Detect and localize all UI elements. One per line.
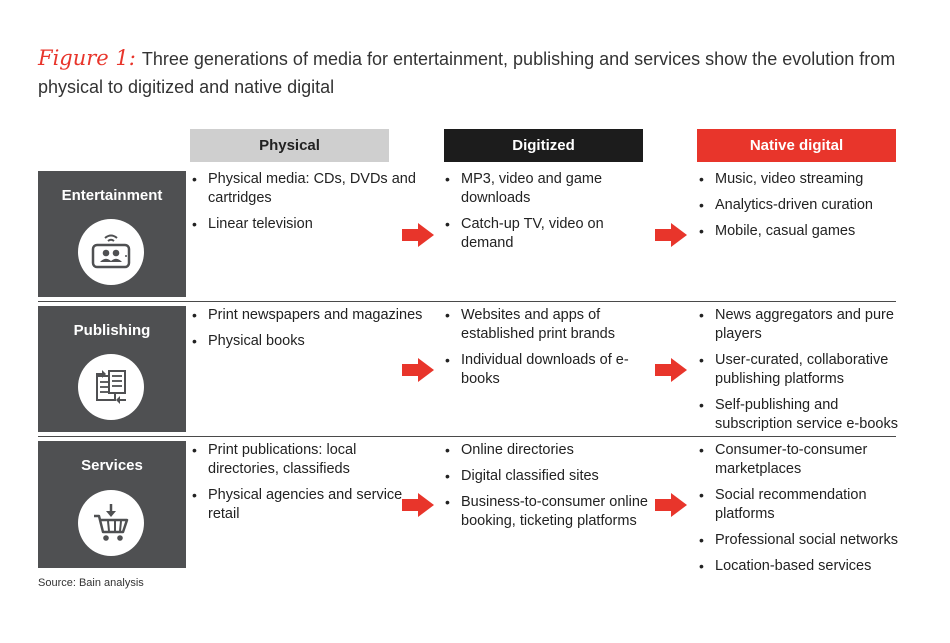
source-note: Source: Bain analysis	[38, 577, 144, 589]
figure-label: Figure 1:	[38, 46, 136, 70]
arrow-right-icon	[402, 493, 434, 517]
list-item: • Business-to-consumer online booking, ticketing platforms	[443, 493, 648, 531]
list-item: • Linear television	[190, 215, 430, 234]
list-item: • Social recommendation platforms	[697, 486, 907, 524]
list-item: • Online directories	[443, 441, 648, 460]
figure-title	[38, 44, 918, 101]
list-item: • Individual downloads of e-books	[443, 351, 648, 389]
arrow-right-icon	[402, 223, 434, 247]
cell-publishing-physical	[190, 306, 430, 358]
cell-publishing-digitized	[443, 306, 648, 396]
cell-services-physical	[190, 441, 430, 531]
list-item: • Print newspapers and magazines	[190, 306, 430, 325]
arrow-right-icon	[655, 493, 687, 517]
figure-caption: Three generations of media for entertainment, publishing and services show the evolution from physical to digitized and native digital	[38, 49, 896, 97]
row-label-entertainment	[38, 171, 186, 297]
cell-entertainment-physical	[190, 170, 430, 241]
document-transfer-icon	[78, 354, 144, 420]
list-item: • News aggregators and pure players	[697, 306, 907, 344]
row-label-publishing	[38, 306, 186, 432]
row-label-services	[38, 441, 186, 568]
row-label-text: Entertainment	[61, 187, 163, 204]
arrow-right-icon	[655, 358, 687, 382]
list-item: • Catch-up TV, video on demand	[443, 215, 648, 253]
column-header-digitized: Digitized	[444, 129, 643, 162]
list-item: • Print publications: local directories, classifieds	[190, 441, 430, 479]
cell-entertainment-native	[697, 170, 897, 248]
list-item: • Physical books	[190, 332, 430, 351]
arrow-right-icon	[655, 223, 687, 247]
list-item: • Analytics-driven curation	[697, 196, 897, 215]
cell-services-digitized	[443, 441, 648, 538]
arrow-right-icon	[402, 358, 434, 382]
cell-services-native	[697, 441, 907, 583]
cell-publishing-native	[697, 306, 907, 441]
list-item: • MP3, video and game downloads	[443, 170, 648, 208]
list-item: • Websites and apps of established print brands	[443, 306, 648, 344]
shopping-cart-download-icon	[78, 490, 144, 556]
row-label-text: Services	[81, 457, 143, 474]
list-item: • Physical media: CDs, DVDs and cartridges	[190, 170, 430, 208]
row-label-text: Publishing	[73, 322, 151, 339]
list-item: • Music, video streaming	[697, 170, 897, 189]
list-item: • User-curated, collaborative publishing platforms	[697, 351, 907, 389]
column-header-native-digital: Native digital	[697, 129, 896, 162]
list-item: • Physical agencies and service retail	[190, 486, 430, 524]
column-header-physical: Physical	[190, 129, 389, 162]
list-item: • Professional social networks	[697, 531, 907, 550]
row-divider	[38, 436, 896, 437]
list-item: • Mobile, casual games	[697, 222, 897, 241]
cell-entertainment-digitized	[443, 170, 648, 260]
row-divider	[38, 301, 896, 302]
list-item: • Consumer-to-consumer marketplaces	[697, 441, 907, 479]
list-item: • Self-publishing and subscription service e-books	[697, 396, 907, 434]
tablet-video-icon	[78, 219, 144, 285]
list-item: • Digital classified sites	[443, 467, 648, 486]
list-item: • Location-based services	[697, 557, 907, 576]
